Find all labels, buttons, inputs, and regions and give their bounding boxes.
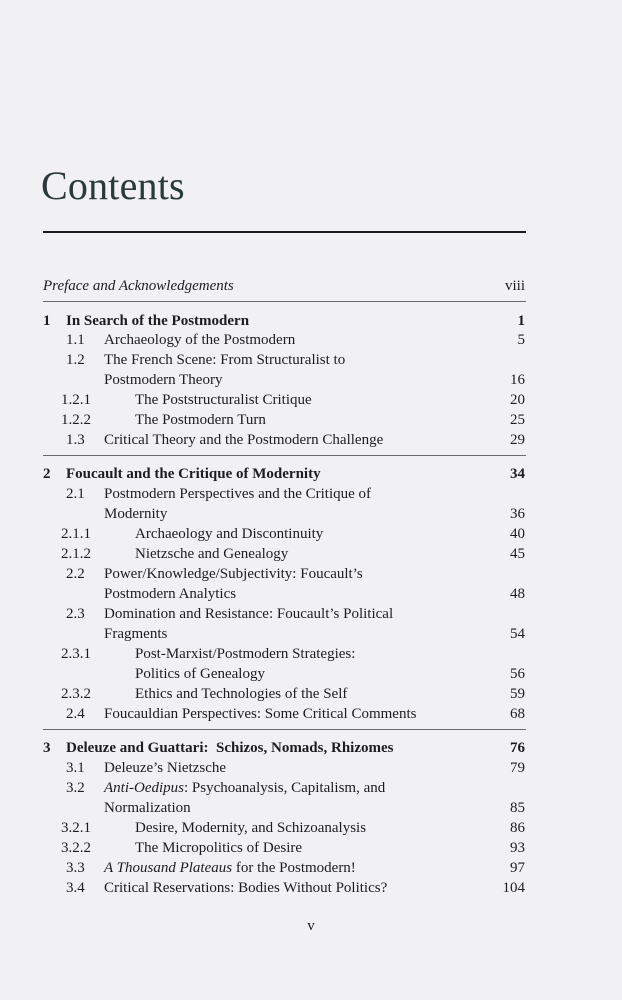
toc-entry-1-1[interactable] (0, 330, 622, 350)
section-number: 2.3.1 (61, 646, 91, 662)
toc-entry-preface[interactable] (0, 276, 622, 296)
toc-entry-page: 20 (510, 392, 525, 408)
toc-entry-2-3-1[interactable] (0, 644, 622, 664)
toc-entry-page: 104 (502, 880, 525, 896)
section-number: 3.2 (66, 780, 85, 796)
toc-entry-1-2-1[interactable] (0, 390, 622, 410)
toc-entry-2-3[interactable] (0, 604, 622, 624)
toc-entry-3-2-1[interactable] (0, 818, 622, 838)
toc-entry-2-2[interactable] (0, 564, 622, 584)
toc-entry-3-2-2[interactable] (0, 838, 622, 858)
toc-entry-3-3[interactable] (0, 858, 622, 878)
section-divider (43, 729, 526, 730)
toc-entry-page: 34 (510, 466, 525, 482)
section-title: Nietzsche and Genealogy (135, 546, 289, 562)
section-number: 3.2.1 (61, 820, 91, 836)
section-number: 2.3.2 (61, 686, 91, 702)
toc-entry-2-1-2[interactable] (0, 544, 622, 564)
section-title-italic: Anti-Oedipus (104, 780, 184, 796)
toc-entry-page: 59 (510, 686, 525, 702)
chapter-title: Deleuze and Guattari: Schizos, Nomads, Rhizomes (66, 740, 394, 756)
toc-entry-title: Preface and Acknowledgements (43, 278, 234, 294)
section-title: Ethics and Technologies of the Self (135, 686, 348, 702)
toc-entry-1-2-2[interactable] (0, 410, 622, 430)
page-number: v (307, 918, 315, 934)
toc-entry-page: 86 (510, 820, 525, 836)
toc-entry-1-2-cont[interactable] (0, 370, 622, 390)
section-title-continued: Modernity (104, 506, 168, 522)
section-number: 1.1 (66, 332, 85, 348)
section-title-italic: A Thousand Plateaus (104, 860, 233, 876)
section-title-rest: for the Postmodern! (232, 860, 356, 876)
toc-entry-2-3-cont[interactable] (0, 624, 622, 644)
section-number: 1.2 (66, 352, 85, 368)
toc-entry-page: 56 (510, 666, 525, 682)
toc-entry-2-3-2[interactable] (0, 684, 622, 704)
toc-entry-page: 45 (510, 546, 525, 562)
toc-entry-page: 76 (510, 740, 525, 756)
toc-entry-page: 79 (510, 760, 525, 776)
toc-entry-3-1[interactable] (0, 758, 622, 778)
section-title: Foucauldian Perspectives: Some Critical Comments (104, 706, 417, 722)
toc-entry-page: viii (504, 278, 525, 294)
toc-entry-2-4[interactable] (0, 704, 622, 724)
toc-entry-2-3-1-cont[interactable] (0, 664, 622, 684)
section-title: Critical Reservations: Bodies Without Politics? (104, 880, 388, 896)
section-title-continued: Fragments (104, 626, 168, 642)
toc-entry-page: 85 (510, 800, 525, 816)
section-number: 2.1 (66, 486, 85, 502)
section-title: Archaeology and Discontinuity (135, 526, 324, 542)
toc-entry-1-2[interactable] (0, 350, 622, 370)
toc-entry-page: 25 (510, 412, 525, 428)
page-title: Contents (41, 163, 185, 208)
toc-entry-3-2-cont[interactable] (0, 798, 622, 818)
section-title-continued: Politics of Genealogy (135, 666, 265, 682)
section-title: Archaeology of the Postmodern (104, 332, 296, 348)
toc-entry-page: 68 (510, 706, 525, 722)
section-title-continued: Postmodern Theory (104, 372, 223, 388)
section-title: Critical Theory and the Postmodern Challenge (104, 432, 384, 448)
toc-entry-page: 16 (510, 372, 525, 388)
title-rule (43, 231, 526, 233)
section-number: 1.2.2 (61, 412, 91, 428)
section-title: Domination and Resistance: Foucault’s Political (104, 606, 394, 622)
section-number: 3.3 (66, 860, 85, 876)
section-number: 3.4 (66, 880, 85, 896)
toc-entry-page: 36 (510, 506, 525, 522)
chapter-title: In Search of the Postmodern (66, 313, 250, 329)
section-number: 2.4 (66, 706, 85, 722)
toc-entry-page: 93 (510, 840, 525, 856)
toc-chapter-2[interactable] (0, 464, 622, 484)
section-title: The French Scene: From Structuralist to (104, 352, 346, 368)
toc-entry-page: 5 (517, 332, 525, 348)
toc-entry-2-1-1[interactable] (0, 524, 622, 544)
section-number: 1.3 (66, 432, 85, 448)
section-title: The Postmodern Turn (135, 412, 266, 428)
section-title (104, 778, 385, 798)
toc-chapter-3[interactable] (0, 738, 622, 758)
section-number: 3.1 (66, 760, 85, 776)
toc-entry-2-2-cont[interactable] (0, 584, 622, 604)
section-title: Deleuze’s Nietzsche (104, 760, 227, 776)
section-title-continued: Postmodern Analytics (104, 586, 237, 602)
section-title-continued: Normalization (104, 800, 191, 816)
section-title: The Micropolitics of Desire (135, 840, 303, 856)
section-title: Postmodern Perspectives and the Critique of (104, 486, 372, 502)
section-number: 2.2 (66, 566, 85, 582)
section-number: 2.3 (66, 606, 85, 622)
section-title: Power/Knowledge/Subjectivity: Foucault’s (104, 566, 363, 582)
section-number: 1.2.1 (61, 392, 91, 408)
toc-entry-2-1[interactable] (0, 484, 622, 504)
section-number: 2.1.2 (61, 546, 91, 562)
chapter-title: Foucault and the Critique of Modernity (66, 466, 321, 482)
section-title: The Poststructuralist Critique (135, 392, 312, 408)
toc-entry-page: 29 (510, 432, 525, 448)
chapter-number: 3 (43, 740, 51, 756)
toc-entry-page: 97 (510, 860, 525, 876)
chapter-number: 1 (43, 313, 51, 329)
section-title (104, 858, 356, 878)
toc-entry-3-4[interactable] (0, 878, 622, 898)
toc-entry-3-2[interactable] (0, 778, 622, 798)
section-divider (43, 455, 526, 456)
section-title: Desire, Modernity, and Schizoanalysis (135, 820, 367, 836)
chapter-number: 2 (43, 466, 51, 482)
toc-entry-page: 54 (510, 626, 525, 642)
section-number: 3.2.2 (61, 840, 91, 856)
toc-entry-page: 40 (510, 526, 525, 542)
toc-entry-page: 48 (510, 586, 525, 602)
section-title: Post-Marxist/Postmodern Strategies: (135, 646, 356, 662)
section-title-rest: : Psychoanalysis, Capitalism, and (184, 780, 386, 796)
toc-entry-1-3[interactable] (0, 430, 622, 450)
section-number: 2.1.1 (61, 526, 91, 542)
toc-chapter-1[interactable] (0, 311, 622, 331)
section-divider (43, 301, 526, 302)
toc-entry-2-1-cont[interactable] (0, 504, 622, 524)
toc-entry-page: 1 (517, 313, 525, 329)
